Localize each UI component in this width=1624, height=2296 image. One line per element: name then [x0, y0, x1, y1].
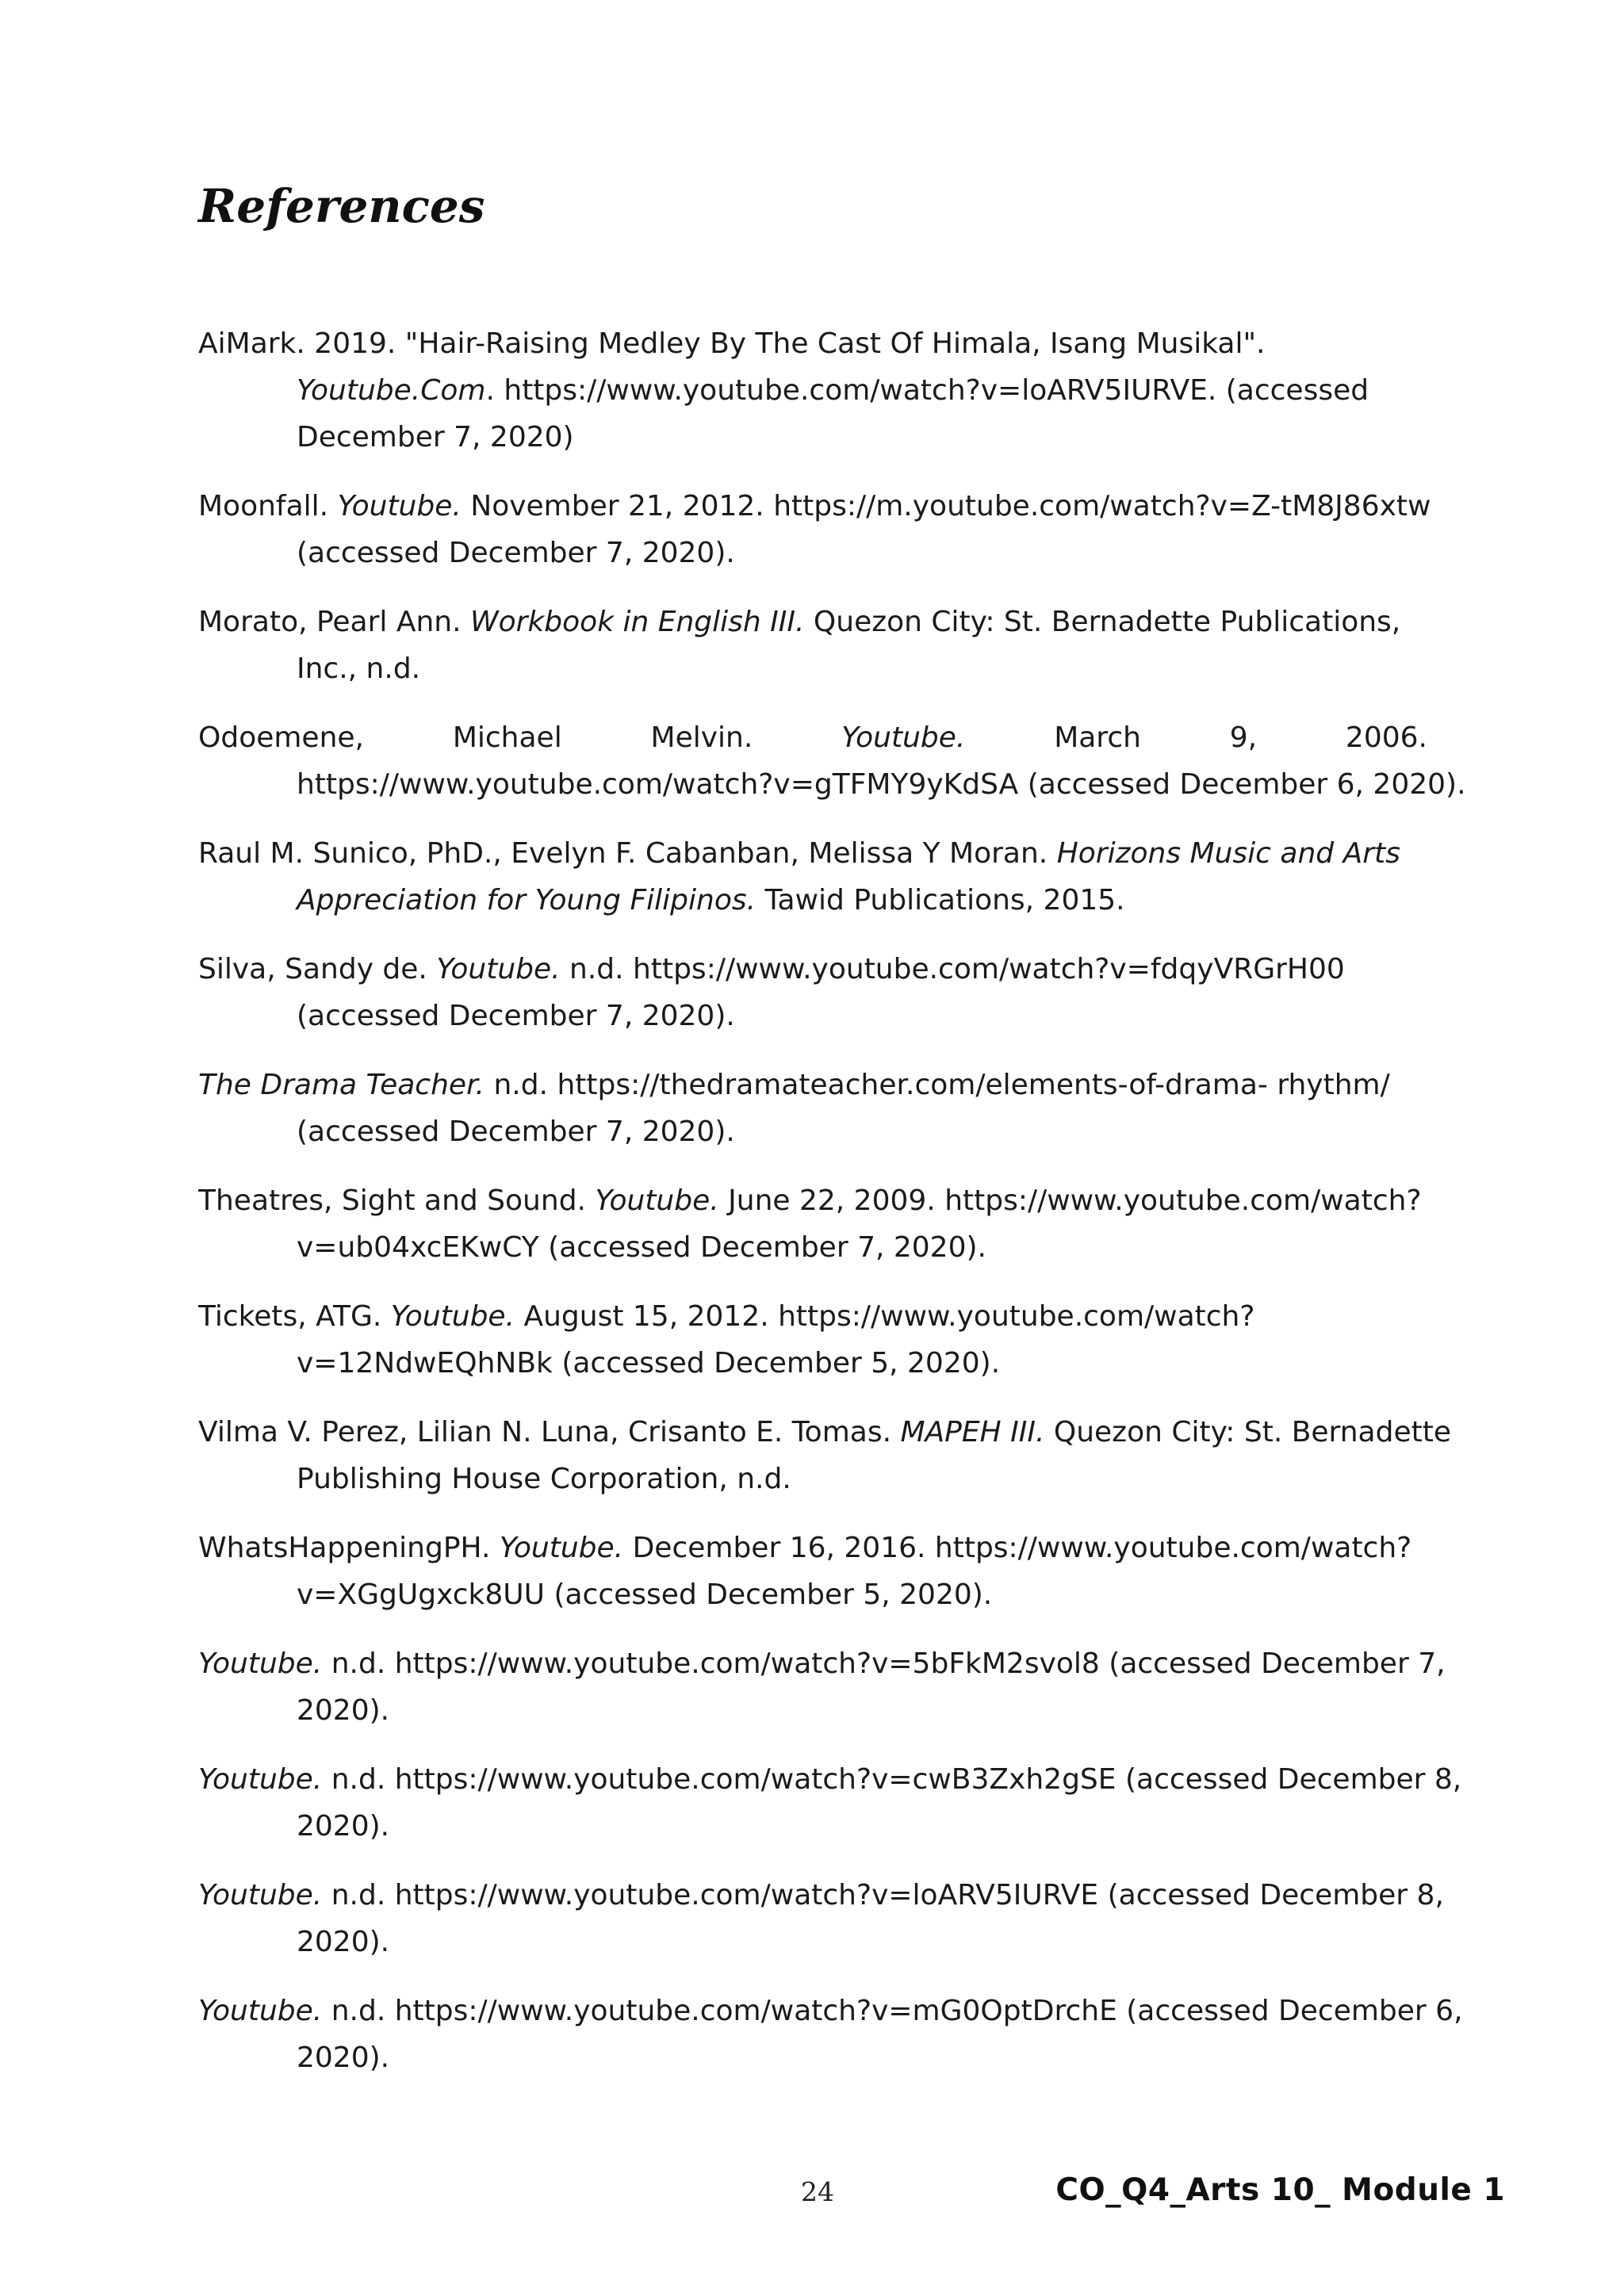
reference-entry: [198, 1872, 1467, 1965]
reference-entry: [198, 1640, 1467, 1734]
reference-text: . https://www.youtube.com/watch?v=loARV5IURVE. (accessed December 7, 2020): [297, 374, 1369, 453]
reference-title: Youtube.: [499, 1532, 624, 1564]
reference-text: Vilma V. Perez, Lilian N. Luna, Crisanto E. Tomas.: [198, 1416, 901, 1448]
reference-entry: [198, 714, 1467, 808]
reference-word: Michael: [452, 721, 562, 754]
reference-word: March: [1054, 721, 1141, 754]
reference-entry: [198, 1409, 1467, 1502]
reference-text: n.d. https://www.youtube.com/watch?v=cwB3Zxh2gSE (accessed December 8, 2020).: [297, 1763, 1462, 1843]
reference-entry: [198, 1293, 1467, 1387]
reference-entry: [198, 1756, 1467, 1850]
reference-text: Quezon City: St. Bernadette Publishing House Corporation, n.d.: [297, 1416, 1451, 1495]
reference-text: Quezon City: St. Bernadette Publications, Inc., n.d.: [297, 606, 1401, 685]
reference-entry: [198, 1177, 1467, 1271]
reference-title: Youtube.Com: [297, 374, 486, 407]
reference-title: Youtube.: [337, 490, 462, 522]
reference-text: Moonfall.: [198, 490, 338, 522]
reference-title: Horizons Music and Arts Appreciation for Young Filipinos.: [297, 837, 1400, 916]
reference-word: 9,: [1229, 721, 1258, 754]
reference-title: Youtube.: [436, 953, 561, 985]
reference-entry: [198, 830, 1467, 924]
reference-word: Youtube.: [841, 721, 966, 754]
reference-text: June 22, 2009. https://www.youtube.com/watch?v=ub04xcEKwCY (accessed December 7, 2020).: [297, 1184, 1422, 1264]
reference-text: Tickets, ATG.: [198, 1300, 391, 1333]
reference-text: n.d. https://thedramateacher.com/elements-of-drama- rhythm/ (accessed December 7, 2020).: [297, 1069, 1390, 1148]
reference-text: AiMark. 2019. "Hair-Raising Medley By The Cast Of Himala, Isang Musikal".: [198, 327, 1266, 360]
reference-entry: [198, 1988, 1467, 2081]
reference-spread-line: [198, 714, 1427, 761]
reference-text: https://www.youtube.com/watch?v=gTFMY9yKdSA (accessed December 6, 2020).: [297, 768, 1466, 801]
reference-word: 2006.: [1345, 721, 1427, 754]
reference-text: n.d. https://www.youtube.com/watch?v=mG0OptDrchE (accessed December 6, 2020).: [297, 1995, 1463, 2074]
reference-text: n.d. https://www.youtube.com/watch?v=fdqyVRGrH00 (accessed December 7, 2020).: [297, 953, 1345, 1032]
reference-title: Youtube.: [198, 1995, 323, 2027]
reference-text: Raul M. Sunico, PhD., Evelyn F. Cabanban, Melissa Y Moran.: [198, 837, 1057, 870]
module-code: CO_Q4_Arts 10_ Module 1: [1055, 2172, 1505, 2208]
reference-entry: [198, 1062, 1467, 1155]
reference-text: WhatsHappeningPH.: [198, 1532, 500, 1564]
reference-entry: [198, 1525, 1467, 1618]
reference-title: Youtube.: [198, 1763, 323, 1796]
reference-text: Silva, Sandy de.: [198, 953, 437, 985]
reference-title: The Drama Teacher.: [198, 1069, 485, 1101]
reference-word: Melvin.: [650, 721, 753, 754]
reference-entry: [198, 483, 1467, 576]
page-title: References: [198, 179, 485, 233]
reference-entry: [198, 946, 1467, 1039]
reference-text: n.d. https://www.youtube.com/watch?v=5bFkM2svol8 (accessed December 7, 2020).: [297, 1647, 1446, 1727]
reference-text: November 21, 2012. https://m.youtube.com/watch?v=Z-tM8J86xtw (accessed December 7, 2020).: [297, 490, 1431, 569]
reference-title: MAPEH III.: [900, 1416, 1045, 1448]
reference-text: Morato, Pearl Ann.: [198, 606, 471, 638]
reference-word: Odoemene,: [198, 721, 364, 754]
reference-list: [198, 320, 1467, 2103]
reference-title: Youtube.: [595, 1184, 719, 1217]
reference-entry: [198, 320, 1467, 461]
reference-text: August 15, 2012. https://www.youtube.com/watch?v=12NdwEQhNBk (accessed December 5, 2020).: [297, 1300, 1255, 1380]
reference-title: Youtube.: [198, 1879, 323, 1911]
reference-text: December 16, 2016. https://www.youtube.com/watch?v=XGgUgxck8UU (accessed December 5, 2020).: [297, 1532, 1412, 1611]
reference-title: Workbook in English III.: [470, 606, 805, 638]
page-number: 24: [801, 2176, 834, 2207]
reference-text: n.d. https://www.youtube.com/watch?v=loARV5IURVE (accessed December 8, 2020).: [297, 1879, 1444, 1958]
reference-text: Theatres, Sight and Sound.: [198, 1184, 596, 1217]
reference-title: Youtube.: [390, 1300, 515, 1333]
reference-text: Tawid Publications, 2015.: [756, 884, 1125, 916]
reference-entry: [198, 599, 1467, 692]
reference-title: Youtube.: [198, 1647, 323, 1680]
